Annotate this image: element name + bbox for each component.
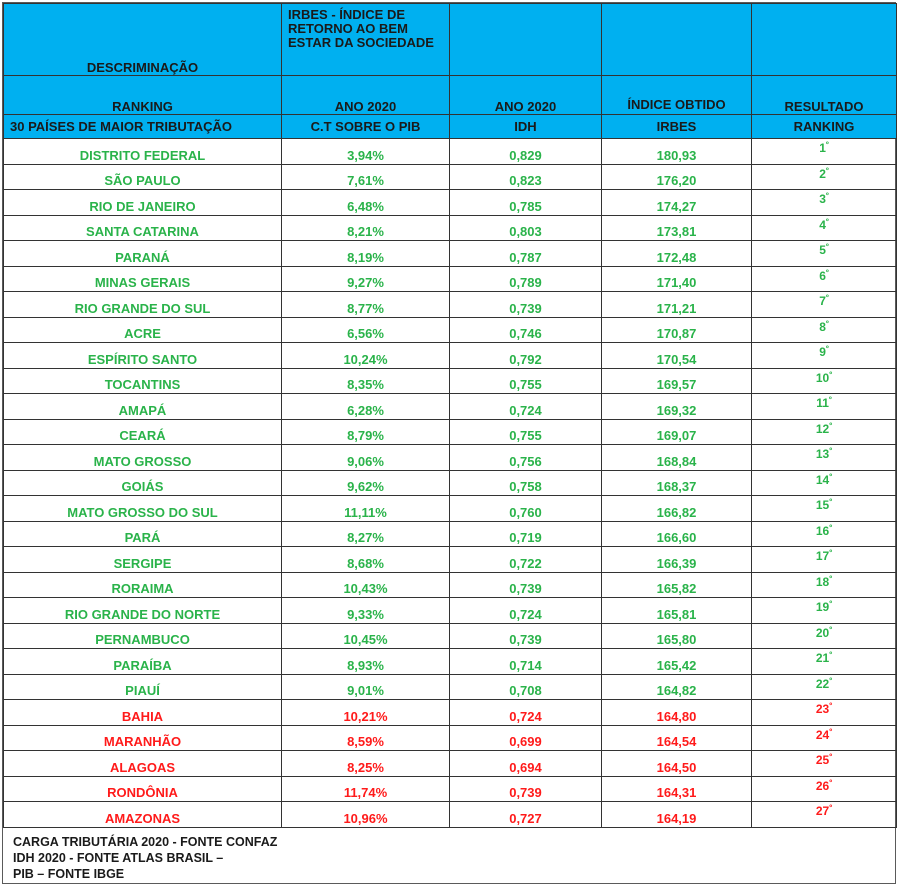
state-cell: ESPÍRITO SANTO xyxy=(4,343,282,369)
ct-cell: 10,24% xyxy=(282,343,450,369)
rank-number: 4 xyxy=(819,217,826,232)
state-cell: DISTRITO FEDERAL xyxy=(4,139,282,165)
ct-cell: 3,94% xyxy=(282,139,450,165)
irbes-cell: 180,93 xyxy=(602,139,752,165)
idh-cell: 0,739 xyxy=(450,572,602,598)
rank-number: 17 xyxy=(815,549,830,563)
idh-cell: 0,746 xyxy=(450,317,602,343)
header-row-3 xyxy=(4,115,897,139)
rank-cell xyxy=(752,241,897,267)
rank-cell xyxy=(752,317,897,343)
state-cell: RORAIMA xyxy=(4,572,282,598)
table-row xyxy=(4,190,897,216)
ct-cell: 8,59% xyxy=(282,725,450,751)
idh-cell: 0,758 xyxy=(450,470,602,496)
rank-number: 2 xyxy=(819,166,826,181)
state-cell: MATO GROSSO DO SUL xyxy=(4,496,282,522)
table-row xyxy=(4,292,897,318)
ct-cell: 8,25% xyxy=(282,751,450,777)
state-cell: BAHIA xyxy=(4,700,282,726)
header-indice-obtido: ÍNDICE OBTIDO xyxy=(602,76,752,115)
rank-ordinal: º xyxy=(825,165,829,175)
rank-cell xyxy=(752,292,897,318)
table-row xyxy=(4,317,897,343)
idh-cell: 0,722 xyxy=(450,547,602,573)
irbes-cell: 173,81 xyxy=(602,215,752,241)
table-row xyxy=(4,725,897,751)
idh-cell: 0,719 xyxy=(450,521,602,547)
irbes-cell: 166,82 xyxy=(602,496,752,522)
table-row xyxy=(4,470,897,496)
rank-ordinal: º xyxy=(825,344,829,353)
table-row xyxy=(4,164,897,190)
irbes-cell: 169,07 xyxy=(602,419,752,445)
header-empty-4 xyxy=(602,4,752,76)
table-row xyxy=(4,368,897,394)
rank-number: 16 xyxy=(815,523,830,538)
header-row-1 xyxy=(4,4,897,76)
ct-cell: 10,21% xyxy=(282,700,450,726)
ct-cell: 10,43% xyxy=(282,572,450,598)
state-cell: PARÁ xyxy=(4,521,282,547)
irbes-cell: 172,48 xyxy=(602,241,752,267)
state-cell: PIAUÍ xyxy=(4,674,282,700)
idh-cell: 0,787 xyxy=(450,241,602,267)
table-row xyxy=(4,521,897,547)
table-row xyxy=(4,623,897,649)
idh-cell: 0,739 xyxy=(450,623,602,649)
rank-number: 20 xyxy=(815,625,830,640)
rank-ordinal: º xyxy=(825,293,829,302)
rank-ordinal: º xyxy=(829,420,833,430)
rank-number: 12 xyxy=(815,421,830,436)
state-cell: SÃO PAULO xyxy=(4,164,282,190)
rank-number: 3 xyxy=(819,192,826,206)
irbes-cell: 164,19 xyxy=(602,802,752,828)
irbes-cell: 170,54 xyxy=(602,343,752,369)
rank-cell xyxy=(752,674,897,700)
rank-cell xyxy=(752,598,897,624)
rank-cell xyxy=(752,215,897,241)
ct-cell: 9,27% xyxy=(282,266,450,292)
ct-cell: 6,48% xyxy=(282,190,450,216)
idh-cell: 0,699 xyxy=(450,725,602,751)
ct-cell: 11,11% xyxy=(282,496,450,522)
state-cell: ALAGOAS xyxy=(4,751,282,777)
rank-cell xyxy=(752,751,897,777)
header-row-2 xyxy=(4,76,897,115)
ct-cell: 6,56% xyxy=(282,317,450,343)
rank-cell xyxy=(752,623,897,649)
rank-ordinal: º xyxy=(829,522,833,532)
state-cell: RIO DE JANEIRO xyxy=(4,190,282,216)
rank-cell xyxy=(752,266,897,292)
state-cell: SERGIPE xyxy=(4,547,282,573)
table-row xyxy=(4,674,897,700)
rank-cell xyxy=(752,725,897,751)
irbes-cell: 171,21 xyxy=(602,292,752,318)
header-ano-2020-idh: ANO 2020 xyxy=(450,76,602,115)
rank-number: 1 xyxy=(819,141,826,155)
rank-cell xyxy=(752,164,897,190)
state-cell: MATO GROSSO xyxy=(4,445,282,471)
table-row xyxy=(4,139,897,165)
table-row xyxy=(4,649,897,675)
rank-number: 14 xyxy=(815,472,830,487)
rank-ordinal: º xyxy=(829,624,833,634)
rank-cell xyxy=(752,394,897,420)
table-row xyxy=(4,572,897,598)
rank-number: 15 xyxy=(815,498,830,512)
table-row xyxy=(4,751,897,777)
state-cell: GOIÁS xyxy=(4,470,282,496)
header-descriminacao: DESCRIMINAÇÃO xyxy=(4,4,282,76)
irbes-cell: 164,82 xyxy=(602,674,752,700)
ct-cell: 8,19% xyxy=(282,241,450,267)
rank-cell xyxy=(752,368,897,394)
rank-number: 8 xyxy=(819,319,826,334)
rank-ordinal: º xyxy=(829,471,833,481)
idh-cell: 0,724 xyxy=(450,394,602,420)
state-cell: AMAPÁ xyxy=(4,394,282,420)
idh-cell: 0,694 xyxy=(450,751,602,777)
rank-number: 13 xyxy=(815,447,830,461)
irbes-cell: 165,42 xyxy=(602,649,752,675)
rank-cell xyxy=(752,470,897,496)
ct-cell: 8,77% xyxy=(282,292,450,318)
ct-cell: 9,62% xyxy=(282,470,450,496)
irbes-cell: 164,54 xyxy=(602,725,752,751)
header-ano-2020-ct: ANO 2020 xyxy=(282,76,450,115)
irbes-cell: 164,31 xyxy=(602,776,752,802)
state-cell: PARANÁ xyxy=(4,241,282,267)
table-row xyxy=(4,394,897,420)
ct-cell: 6,28% xyxy=(282,394,450,420)
state-cell: AMAZONAS xyxy=(4,802,282,828)
rank-ordinal: º xyxy=(829,777,833,787)
table-row xyxy=(4,598,897,624)
state-cell: RONDÔNIA xyxy=(4,776,282,802)
state-cell: PERNAMBUCO xyxy=(4,623,282,649)
ct-cell: 9,33% xyxy=(282,598,450,624)
table-row xyxy=(4,776,897,802)
irbes-cell: 169,57 xyxy=(602,368,752,394)
table-row xyxy=(4,343,897,369)
header-ranking: RANKING xyxy=(4,76,282,115)
rank-ordinal: º xyxy=(825,267,829,277)
state-cell: CEARÁ xyxy=(4,419,282,445)
rank-ordinal: º xyxy=(829,726,833,736)
table-row xyxy=(4,241,897,267)
rank-ordinal: º xyxy=(829,752,833,761)
note-carga-tributaria: CARGA TRIBUTÁRIA 2020 - FONTE CONFAZ xyxy=(13,835,278,849)
table-row xyxy=(4,215,897,241)
state-cell: SANTA CATARINA xyxy=(4,215,282,241)
idh-cell: 0,739 xyxy=(450,776,602,802)
table-row xyxy=(4,700,897,726)
rank-ordinal: º xyxy=(825,216,829,226)
irbes-cell: 164,50 xyxy=(602,751,752,777)
rank-cell xyxy=(752,496,897,522)
rank-number: 21 xyxy=(815,651,830,665)
rank-cell xyxy=(752,190,897,216)
idh-cell: 0,724 xyxy=(450,700,602,726)
rank-number: 23 xyxy=(815,702,830,716)
idh-cell: 0,756 xyxy=(450,445,602,471)
header-empty-5 xyxy=(752,4,897,76)
header-irbes-title: IRBES - ÍNDICE DE RETORNO AO BEM ESTAR DA SOCIEDADE xyxy=(282,4,450,76)
rank-number: 24 xyxy=(815,727,830,742)
state-cell: RIO GRANDE DO SUL xyxy=(4,292,282,318)
irbes-cell: 165,80 xyxy=(602,623,752,649)
rank-number: 9 xyxy=(819,345,826,359)
idh-cell: 0,755 xyxy=(450,368,602,394)
state-cell: ACRE xyxy=(4,317,282,343)
rank-ordinal: º xyxy=(829,701,833,710)
state-cell: PARAÍBA xyxy=(4,649,282,675)
state-cell: TOCANTINS xyxy=(4,368,282,394)
header-irbes: IRBES xyxy=(602,115,752,139)
header-paises: 30 PAÍSES DE MAIOR TRIBUTAÇÃO xyxy=(4,115,282,139)
rank-ordinal: º xyxy=(825,318,829,328)
rank-number: 6 xyxy=(819,268,826,283)
ct-cell: 8,21% xyxy=(282,215,450,241)
idh-cell: 0,789 xyxy=(450,266,602,292)
rank-cell xyxy=(752,445,897,471)
rank-ordinal: º xyxy=(829,803,833,812)
rank-ordinal: º xyxy=(829,573,833,583)
ct-cell: 8,79% xyxy=(282,419,450,445)
idh-cell: 0,708 xyxy=(450,674,602,700)
irbes-cell: 165,82 xyxy=(602,572,752,598)
ct-cell: 9,06% xyxy=(282,445,450,471)
rank-ordinal: º xyxy=(829,548,833,557)
rank-cell xyxy=(752,547,897,573)
irbes-cell: 168,84 xyxy=(602,445,752,471)
rank-ordinal: º xyxy=(828,395,832,404)
ct-cell: 10,45% xyxy=(282,623,450,649)
idh-cell: 0,714 xyxy=(450,649,602,675)
idh-cell: 0,803 xyxy=(450,215,602,241)
idh-cell: 0,727 xyxy=(450,802,602,828)
state-cell: MARANHÃO xyxy=(4,725,282,751)
rank-ordinal: º xyxy=(825,191,829,200)
rank-cell xyxy=(752,572,897,598)
note-idh: IDH 2020 - FONTE ATLAS BRASIL – xyxy=(13,851,224,865)
irbes-cell: 166,39 xyxy=(602,547,752,573)
rank-ordinal: º xyxy=(825,242,829,251)
table-row xyxy=(4,547,897,573)
idh-cell: 0,829 xyxy=(450,139,602,165)
idh-cell: 0,739 xyxy=(450,292,602,318)
rank-ordinal: º xyxy=(825,140,829,149)
table-row xyxy=(4,445,897,471)
rank-ordinal: º xyxy=(829,650,833,659)
table-row xyxy=(4,266,897,292)
rank-cell xyxy=(752,521,897,547)
header-ct-sobre-pib: C.T SOBRE O PIB xyxy=(282,115,450,139)
rank-number: 11 xyxy=(816,396,829,410)
note-pib: PIB – FONTE IBGE xyxy=(13,867,125,881)
rank-number: 10 xyxy=(815,370,830,385)
ct-cell: 10,96% xyxy=(282,802,450,828)
header-empty-3 xyxy=(450,4,602,76)
rank-cell xyxy=(752,776,897,802)
ct-cell: 9,01% xyxy=(282,674,450,700)
rank-ordinal: º xyxy=(829,497,833,506)
idh-cell: 0,755 xyxy=(450,419,602,445)
idh-cell: 0,760 xyxy=(450,496,602,522)
rank-ordinal: º xyxy=(829,599,833,608)
irbes-cell: 165,81 xyxy=(602,598,752,624)
source-notes xyxy=(3,824,896,884)
rank-cell xyxy=(752,343,897,369)
ct-cell: 8,27% xyxy=(282,521,450,547)
rank-number: 22 xyxy=(815,676,830,691)
header-resultado: RESULTADO xyxy=(752,76,897,115)
irbes-cell: 169,32 xyxy=(602,394,752,420)
rank-number: 18 xyxy=(815,574,830,589)
state-cell: MINAS GERAIS xyxy=(4,266,282,292)
table-row xyxy=(4,496,897,522)
ct-cell: 7,61% xyxy=(282,164,450,190)
irbes-cell: 176,20 xyxy=(602,164,752,190)
state-cell: RIO GRANDE DO NORTE xyxy=(4,598,282,624)
irbes-cell: 174,27 xyxy=(602,190,752,216)
table-row xyxy=(4,419,897,445)
irbes-ranking-table xyxy=(3,3,897,828)
idh-cell: 0,823 xyxy=(450,164,602,190)
rank-number: 26 xyxy=(815,778,830,793)
rank-number: 27 xyxy=(815,804,830,818)
idh-cell: 0,792 xyxy=(450,343,602,369)
rank-number: 5 xyxy=(819,243,826,257)
ct-cell: 11,74% xyxy=(282,776,450,802)
rank-cell xyxy=(752,700,897,726)
irbes-cell: 171,40 xyxy=(602,266,752,292)
rank-ordinal: º xyxy=(829,369,833,379)
rank-ordinal: º xyxy=(829,675,833,685)
ct-cell: 8,93% xyxy=(282,649,450,675)
ct-cell: 8,35% xyxy=(282,368,450,394)
rank-cell xyxy=(752,419,897,445)
ct-cell: 8,68% xyxy=(282,547,450,573)
irbes-cell: 168,37 xyxy=(602,470,752,496)
irbes-cell: 164,80 xyxy=(602,700,752,726)
idh-cell: 0,785 xyxy=(450,190,602,216)
rank-ordinal: º xyxy=(829,446,833,455)
rank-cell xyxy=(752,139,897,165)
irbes-cell: 166,60 xyxy=(602,521,752,547)
irbes-cell: 170,87 xyxy=(602,317,752,343)
rank-cell xyxy=(752,649,897,675)
idh-cell: 0,724 xyxy=(450,598,602,624)
rank-number: 19 xyxy=(815,600,830,614)
rank-number: 7 xyxy=(819,294,826,308)
header-ranking-result: RANKING xyxy=(752,115,897,139)
header-idh: IDH xyxy=(450,115,602,139)
rank-number: 25 xyxy=(815,753,830,767)
